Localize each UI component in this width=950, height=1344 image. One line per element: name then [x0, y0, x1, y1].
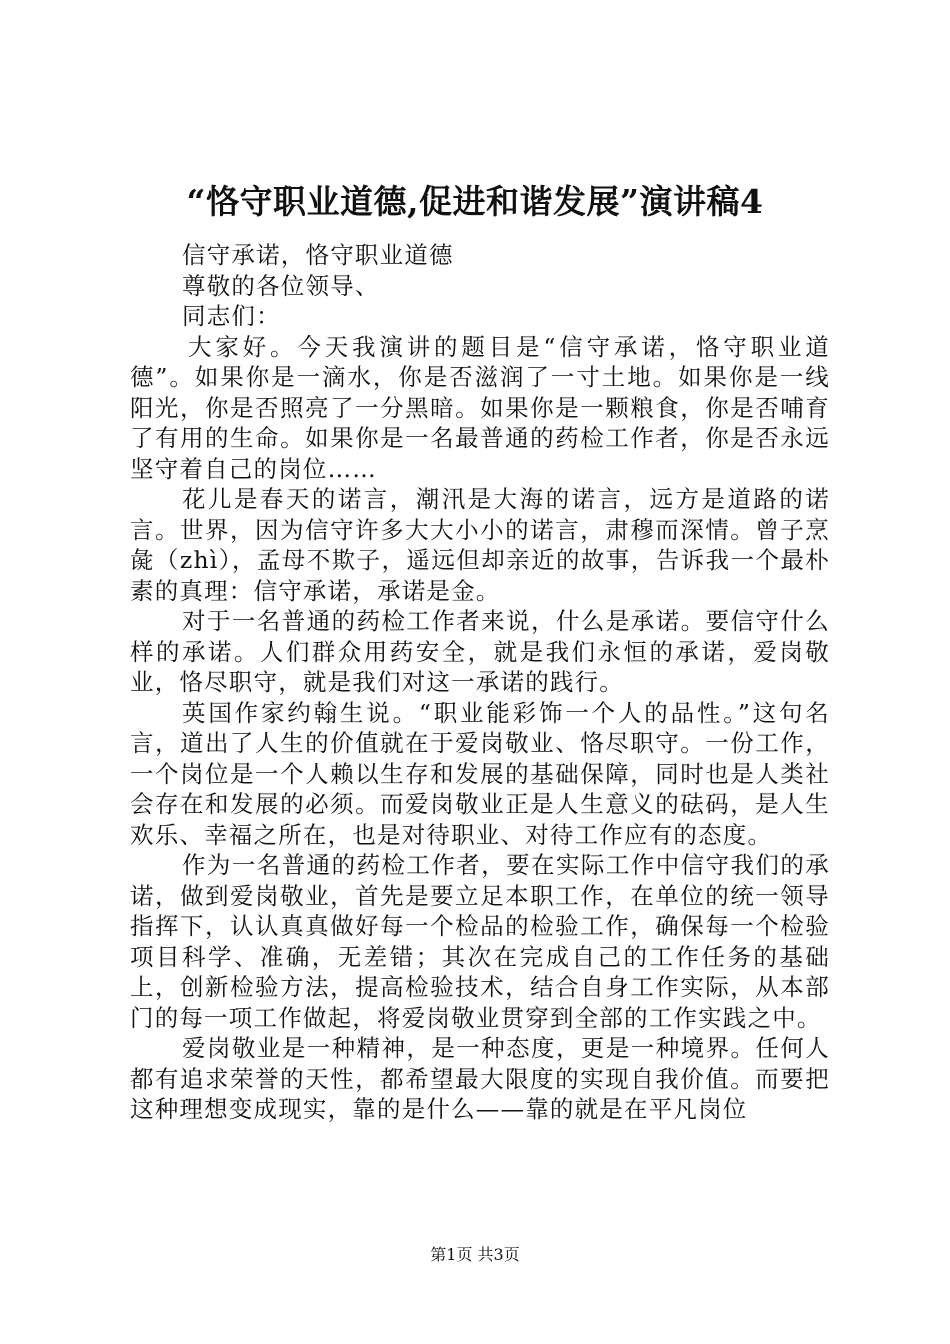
- page-number-footer: 第1页 共3页: [430, 1245, 520, 1264]
- body-paragraph: 爱岗敬业是一种精神，是一种态度，更是一种境界。任何人都有追求荣誉的天性，都希望最大限度的实现自我价值。而要把这种理想变成现实，靠的是什么——靠的就是在平凡岗位: [130, 1034, 830, 1123]
- salutation-line: 尊敬的各位领导、: [182, 271, 380, 300]
- body-paragraph: 花儿是春天的诺言，潮汛是大海的诺言，远方是道路的诺言。世界，因为信守许多大大小小的诺言，肃穆而深情。曾子烹彘（zhì），孟母不欺子，遥远但却亲近的故事，告诉我一个最朴素的真理：信守承诺，承诺是金。: [130, 485, 830, 605]
- body-paragraph: 大家好。今天我演讲的题目是“信守承诺，恪守职业道德”。如果你是一滴水，你是否滋润了一寸土地。如果你是一线阳光，你是否照亮了一分黑暗。如果你是一颗粮食，你是否哺育了有用的生命。如果你是一名最普通的药检工作者，你是否永远坚守着自己的岗位……: [130, 332, 830, 483]
- body-paragraph: 英国作家约翰生说。“职业能彩饰一个人的品性。”这句名言，道出了人生的价值就在于爱岗敬业、恪尽职守。一份工作，一个岗位是一个人赖以生存和发展的基础保障，同时也是人类社会存在和发展的必须。而爱岗敬业正是人生意义的砝码，是人生欢乐、幸福之所在，也是对待职业、对待工作应有的态度。: [130, 698, 830, 849]
- body-paragraph: 对于一名普通的药检工作者来说，什么是承诺。要信守什么样的承诺。人们群众用药安全，就是我们永恒的承诺，爱岗敬业，恪尽职守，就是我们对这一承诺的践行。: [130, 607, 830, 696]
- body-paragraph: 作为一名普通的药检工作者，要在实际工作中信守我们的承诺，做到爱岗敬业，首先是要立足本职工作，在单位的统一领导指挥下，认认真真做好每一个检品的检验工作，确保每一个检验项目科学、准确，无差错；其次在完成自己的工作任务的基础上，创新检验方法，提高检验技术，结合自身工作实际，从本部门的每一项工作做起，将爱岗敬业贯穿到全部的工作实践之中。: [130, 851, 830, 1032]
- document-title: “恪守职业道德,促进和谐发展”演讲稿4: [186, 182, 764, 221]
- document-body: [130, 240, 830, 1125]
- subtitle-line: 信守承诺，恪守职业道德: [182, 241, 454, 269]
- salutation-line: 同志们：: [182, 302, 281, 330]
